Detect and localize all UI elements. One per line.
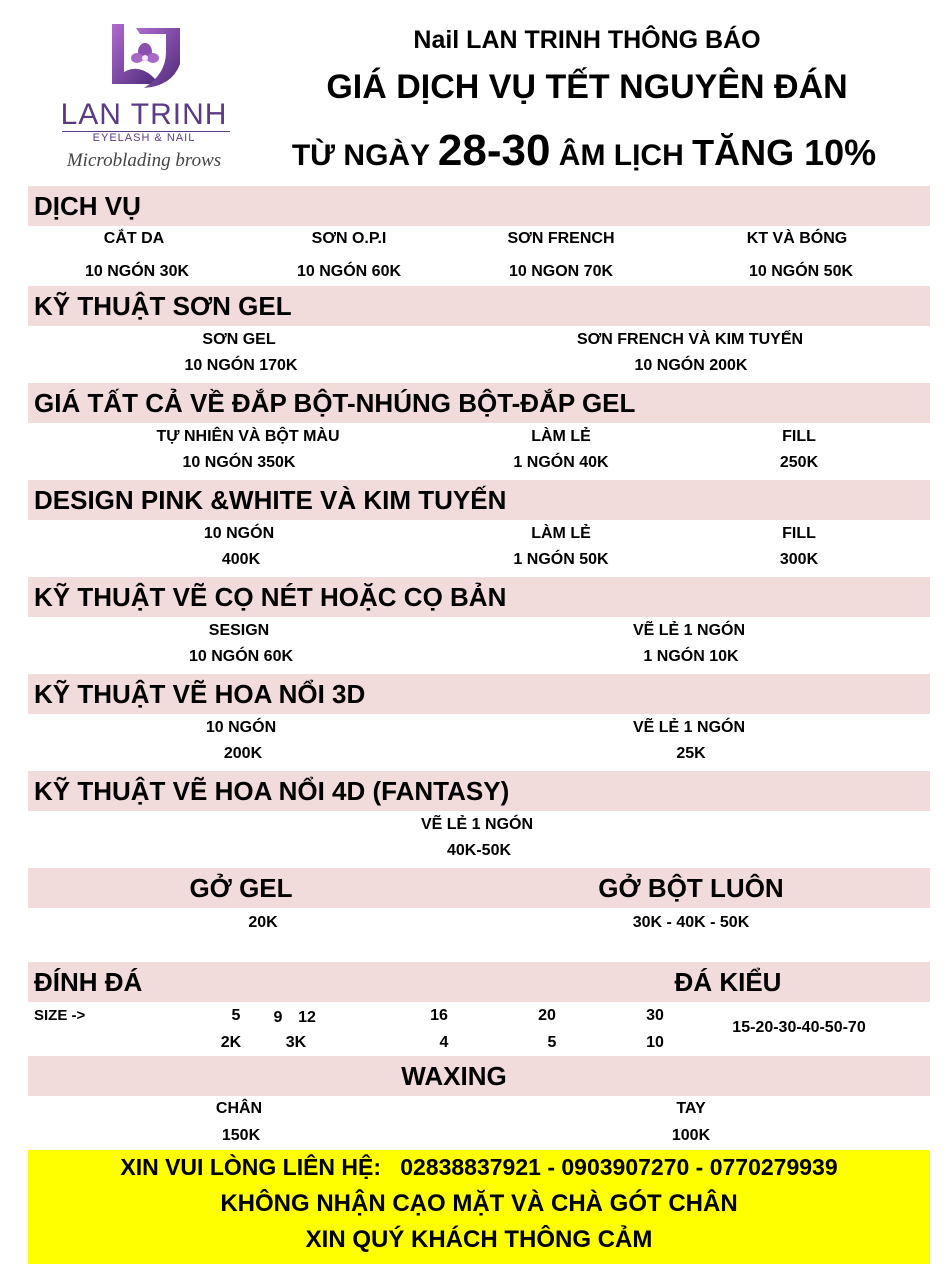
section-title-dinh-da: ĐÍNH ĐÁ [34, 967, 143, 997]
service-price: 300K [779, 551, 819, 568]
size-label: SIZE -> [34, 1007, 86, 1024]
section-title-dich-vu: DỊCH VỤ [34, 191, 141, 221]
service-price: 40K-50K [446, 842, 512, 859]
service-name: LÀM LẺ [531, 428, 591, 445]
section-title-bot: GIÁ TẤT CẢ VỀ ĐẮP BỘT-NHÚNG BỘT-ĐẮP GEL [34, 388, 636, 418]
service-name: CẮT DA [103, 230, 165, 247]
size-price: 4 [439, 1034, 449, 1051]
service-name: SESIGN [208, 622, 270, 639]
section-title-gel: KỸ THUẬT SƠN GEL [34, 291, 292, 321]
service-price: 10 NGÓN 50K [748, 263, 854, 280]
brand-name: LAN TRINH [60, 98, 228, 131]
service-price: 30K - 40K - 50K [632, 914, 750, 931]
header-line2: GIÁ DỊCH VỤ TẾT NGUYÊN ĐÁN [326, 68, 848, 106]
size-price: 10 [646, 1034, 664, 1051]
section-title-go-gel: GỞ GEL [189, 873, 293, 903]
size-price: 2K [220, 1034, 242, 1051]
service-name: VẼ LẺ 1 NGÓN [632, 622, 746, 639]
section-title-hoa3d: KỸ THUẬT VẼ HOA NỔI 3D [34, 679, 366, 709]
header-line1: Nail LAN TRINH THÔNG BÁO [413, 26, 761, 54]
section-band-dinh-da [28, 962, 930, 1002]
service-name: SƠN GEL [202, 331, 276, 348]
service-name: FILL [782, 428, 816, 445]
header-lunar: ÂM LỊCH [558, 139, 684, 172]
section-title-waxing: WAXING [401, 1061, 507, 1091]
service-name: VẼ LẺ 1 NGÓN [632, 719, 746, 736]
service-name: SƠN FRENCH VÀ KIM TUYẾN [576, 331, 804, 348]
size-value: 16 [430, 1007, 448, 1024]
brand-tagline: Microblading brows [66, 150, 222, 171]
header-dates: 28-30 [437, 126, 551, 175]
footer-note-2: XIN QUÝ KHÁCH THÔNG CẢM [305, 1226, 653, 1253]
section-title-co: KỸ THUẬT VẼ CỌ NÉT HOẶC CỌ BẢN [34, 582, 507, 612]
section-band-go [28, 868, 930, 908]
section-title-da-kieu: ĐÁ KIỂU [674, 967, 782, 997]
service-price: 10 NGON 70K [508, 263, 614, 280]
section-title-design: DESIGN PINK &WHITE VÀ KIM TUYẾN [34, 485, 507, 515]
service-price: 20K [248, 914, 278, 931]
footer-contact-line [120, 1152, 837, 1182]
service-price: 250K [779, 454, 819, 471]
service-name: 10 NGÓN [203, 525, 275, 542]
service-name: VẼ LẺ 1 NGÓN [420, 816, 534, 833]
size-price: 5 [547, 1034, 557, 1051]
service-price: 10 NGÓN 60K [296, 263, 402, 280]
service-name: TAY [676, 1100, 706, 1117]
size-value: 5 [231, 1007, 241, 1024]
service-name: SƠN FRENCH [507, 230, 615, 247]
service-price: 100K [671, 1127, 711, 1144]
service-name: CHÂN [215, 1100, 263, 1117]
size-value: 12 [298, 1009, 316, 1026]
service-price: 10 NGÓN 60K [188, 648, 294, 665]
service-price: 25K [676, 745, 706, 762]
section-title-hoa4d: KỸ THUẬT VẼ HOA NỔI 4D (FANTASY) [34, 776, 510, 806]
header-from: TỪ NGÀY [291, 139, 430, 172]
da-kieu-values: 15-20-30-40-50-70 [732, 1019, 866, 1036]
size-price: 3K [285, 1034, 307, 1051]
section-title-go-bot: GỞ BỘT LUÔN [598, 873, 784, 903]
service-price: 10 NGÓN 170K [184, 357, 298, 374]
service-price: 1 NGÓN 50K [513, 551, 609, 568]
size-value: 9 [273, 1009, 283, 1026]
service-price: 10 NGÓN 200K [634, 357, 748, 374]
service-price: 1 NGÓN 40K [513, 454, 609, 471]
brand-sub: EYELASH & NAIL [92, 132, 196, 144]
service-price: 200K [223, 745, 263, 762]
header-line3 [292, 126, 876, 176]
service-price: 10 NGÓN 350K [182, 454, 296, 471]
size-value: 30 [646, 1007, 664, 1024]
service-price: 1 NGÓN 10K [643, 648, 739, 665]
contact-label: XIN VUI LÒNG LIÊN HỆ: [120, 1154, 382, 1180]
size-value: 20 [538, 1007, 556, 1024]
footer-note-1: KHÔNG NHẬN CẠO MẶT VÀ CHÀ GÓT CHÂN [220, 1190, 738, 1217]
service-name: FILL [782, 525, 816, 542]
service-name: 10 NGÓN [205, 719, 277, 736]
service-name: SƠN O.P.I [311, 230, 387, 247]
header-increase: TĂNG 10% [692, 132, 877, 173]
service-price: 150K [221, 1127, 261, 1144]
service-price: 10 NGÓN 30K [84, 263, 190, 280]
contact-phones: 02838837921 - 0903907270 - 0770279939 [400, 1154, 838, 1180]
service-name: LÀM LẺ [531, 525, 591, 542]
service-name: TỰ NHIÊN VÀ BỘT MÀU [156, 428, 340, 445]
section-band-dich-vu [28, 186, 930, 226]
service-name: KT VÀ BÓNG [746, 230, 848, 247]
service-price: 400K [221, 551, 261, 568]
orchid-logo-icon [108, 20, 184, 92]
